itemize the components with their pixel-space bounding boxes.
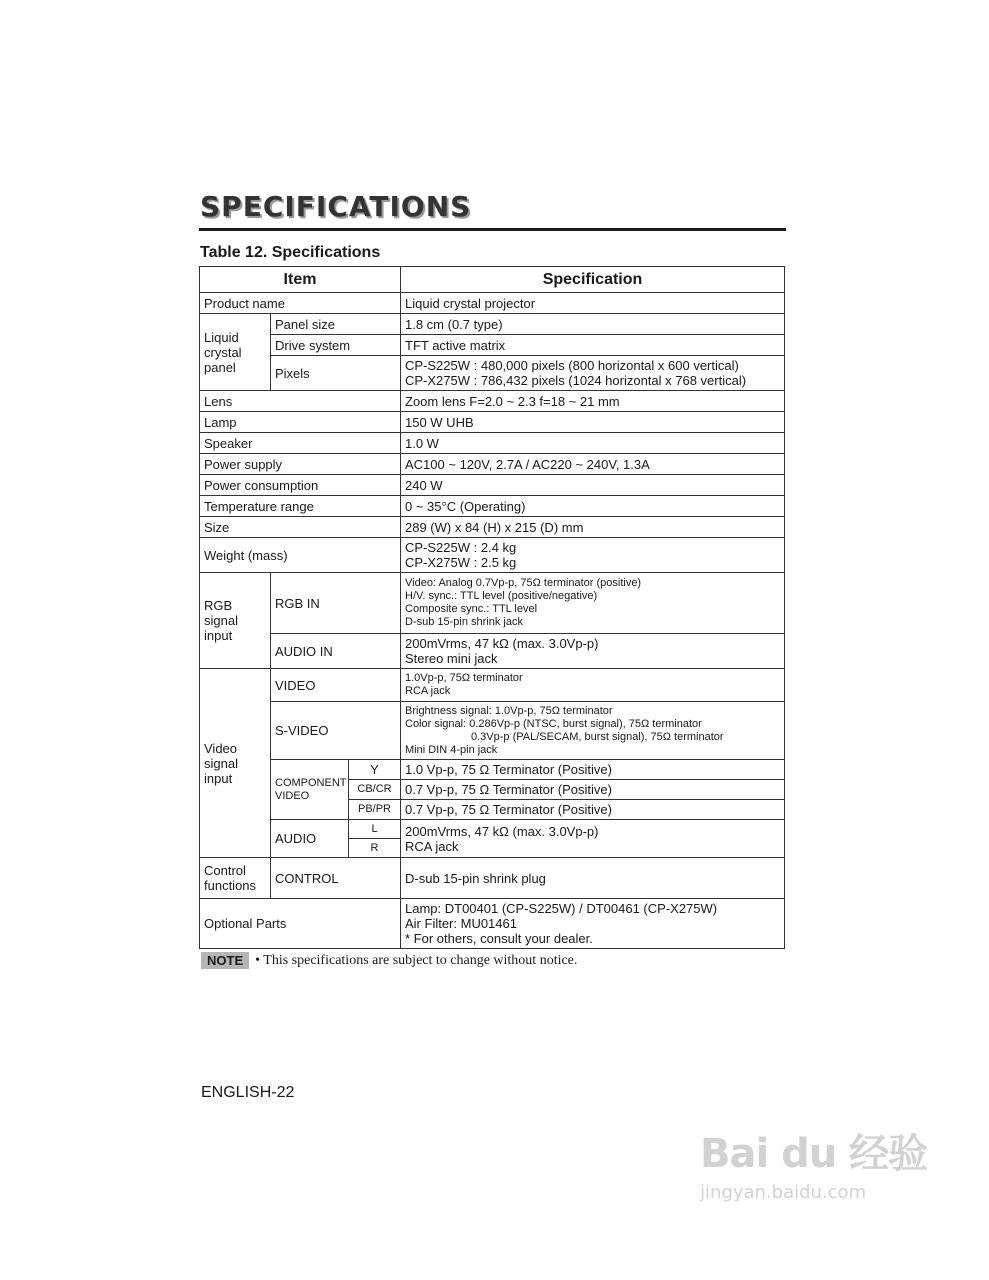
row-value: 0.7 Vp-p, 75 Ω Terminator (Positive) bbox=[401, 800, 785, 820]
row-label: Size bbox=[200, 517, 401, 538]
row-value: 289 (W) x 84 (H) x 215 (D) mm bbox=[401, 517, 785, 538]
row-value: 1.0 Vp-p, 75 Ω Terminator (Positive) bbox=[401, 760, 785, 780]
note-badge: NOTE bbox=[201, 952, 249, 969]
table-row bbox=[200, 899, 785, 949]
row-label: Lens bbox=[200, 391, 401, 412]
note-text: • This specifications are subject to change without notice. bbox=[255, 952, 578, 968]
value-line: Video: Analog 0.7Vp-p, 75Ω terminator (positive) bbox=[405, 577, 642, 589]
page-footer: ENGLISH-22 bbox=[201, 1084, 295, 1101]
row-value: 1.8 cm (0.7 type) bbox=[401, 314, 785, 335]
row-value: 0 ~ 35°C (Operating) bbox=[401, 496, 785, 517]
value-line: H/V. sync.: TTL level (positive/negative) bbox=[405, 590, 598, 602]
row-label: Power supply bbox=[200, 454, 401, 475]
table-row bbox=[200, 858, 785, 899]
table-row bbox=[200, 573, 785, 634]
row-label: Weight (mass) bbox=[200, 538, 401, 573]
table-row bbox=[200, 820, 785, 839]
value-line: Stereo mini jack bbox=[405, 651, 498, 666]
row-label: CONTROL bbox=[271, 858, 401, 899]
value-line: Color signal: 0.286Vp-p (NTSC, burst signal), 75Ω terminator bbox=[405, 717, 702, 730]
table-row bbox=[200, 314, 785, 335]
table-row bbox=[200, 669, 785, 702]
row-label: Pixels bbox=[271, 356, 401, 391]
group-label: RGB signal input bbox=[200, 573, 271, 669]
group-label: Control functions bbox=[200, 858, 271, 899]
sub-label: Y bbox=[349, 760, 401, 780]
row-label: S-VIDEO bbox=[271, 702, 401, 760]
table-row bbox=[200, 433, 785, 454]
row-label: Product name bbox=[200, 293, 401, 314]
row-value bbox=[401, 669, 785, 702]
table-row bbox=[200, 356, 785, 391]
row-label: Drive system bbox=[271, 335, 401, 356]
table-row bbox=[200, 702, 785, 760]
row-value: Liquid crystal projector bbox=[401, 293, 785, 314]
watermark bbox=[700, 1130, 927, 1203]
table-row bbox=[200, 634, 785, 669]
row-value: 240 W bbox=[401, 475, 785, 496]
table-row bbox=[200, 517, 785, 538]
value-line: 0.3Vp-p (PAL/SECAM, burst signal), 75Ω terminator bbox=[471, 730, 724, 743]
row-value bbox=[401, 702, 785, 760]
value-line: CP-X275W : 786,432 pixels (1024 horizontal x 768 vertical) bbox=[405, 373, 747, 388]
note bbox=[201, 952, 577, 969]
row-label: Panel size bbox=[271, 314, 401, 335]
table-header-row bbox=[200, 267, 785, 293]
value-line: Air Filter: MU01461 bbox=[405, 916, 517, 931]
row-value: D-sub 15-pin shrink plug bbox=[401, 858, 785, 899]
row-label: COMPONENT VIDEO bbox=[271, 760, 349, 820]
row-label: Optional Parts bbox=[200, 899, 401, 949]
row-value bbox=[401, 573, 785, 634]
row-label: VIDEO bbox=[271, 669, 401, 702]
value-line: D-sub 15-pin shrink jack bbox=[405, 616, 523, 628]
row-value bbox=[401, 820, 785, 858]
row-value bbox=[401, 538, 785, 573]
table-row bbox=[200, 496, 785, 517]
value-line: 200mVrms, 47 kΩ (max. 3.0Vp-p) bbox=[405, 636, 599, 651]
watermark-logo: Bai du 经验 bbox=[700, 1131, 928, 1177]
table-row bbox=[200, 760, 785, 780]
value-line: 200mVrms, 47 kΩ (max. 3.0Vp-p) bbox=[405, 823, 599, 839]
table-row bbox=[200, 293, 785, 314]
row-value: 0.7 Vp-p, 75 Ω Terminator (Positive) bbox=[401, 780, 785, 800]
value-line: CP-S225W : 480,000 pixels (800 horizontal x 600 vertical) bbox=[405, 358, 739, 373]
header-specification: Specification bbox=[401, 267, 785, 293]
value-line: CP-S225W : 2.4 kg bbox=[405, 540, 517, 555]
row-value bbox=[401, 899, 785, 949]
specifications-table bbox=[199, 266, 785, 949]
sub-label: CB/CR bbox=[349, 780, 401, 800]
sub-label: PB/PR bbox=[349, 800, 401, 820]
watermark-url: jingyan.baidu.com bbox=[700, 1182, 867, 1203]
value-line: RCA jack bbox=[405, 838, 459, 854]
row-value: 150 W UHB bbox=[401, 412, 785, 433]
sub-label: L bbox=[349, 820, 401, 839]
row-value: 1.0 W bbox=[401, 433, 785, 454]
table-row bbox=[200, 391, 785, 412]
group-label: Video signal input bbox=[200, 669, 271, 858]
value-line: Brightness signal: 1.0Vp-p, 75Ω terminator bbox=[405, 704, 613, 717]
group-label: Liquid crystal panel bbox=[200, 314, 271, 391]
row-label: RGB IN bbox=[271, 573, 401, 634]
table-caption: Table 12. Specifications bbox=[200, 244, 381, 261]
value-line: Mini DIN 4-pin jack bbox=[405, 743, 498, 756]
table-row bbox=[200, 538, 785, 573]
row-value: AC100 ~ 120V, 2.7A / AC220 ~ 240V, 1.3A bbox=[401, 454, 785, 475]
table-row bbox=[200, 335, 785, 356]
row-label: AUDIO IN bbox=[271, 634, 401, 669]
table-row bbox=[200, 475, 785, 496]
value-line: CP-X275W : 2.5 kg bbox=[405, 555, 517, 570]
row-label: AUDIO bbox=[271, 820, 349, 858]
row-label: Lamp bbox=[200, 412, 401, 433]
row-value bbox=[401, 634, 785, 669]
page-heading: SPECIFICATIONS bbox=[200, 190, 472, 223]
row-value bbox=[401, 356, 785, 391]
row-label: Speaker bbox=[200, 433, 401, 454]
table-row bbox=[200, 412, 785, 433]
row-label: Temperature range bbox=[200, 496, 401, 517]
header-item: Item bbox=[200, 267, 401, 293]
row-value: Zoom lens F=2.0 ~ 2.3 f=18 ~ 21 mm bbox=[401, 391, 785, 412]
table-row bbox=[200, 454, 785, 475]
value-line: Lamp: DT00401 (CP-S225W) / DT00461 (CP-X275W) bbox=[405, 901, 718, 916]
value-line: 1.0Vp-p, 75Ω terminator bbox=[405, 672, 523, 684]
row-label: Power consumption bbox=[200, 475, 401, 496]
value-line: * For others, consult your dealer. bbox=[405, 931, 593, 946]
heading-rule bbox=[199, 228, 786, 231]
value-line: RCA jack bbox=[405, 685, 451, 697]
sub-label: R bbox=[349, 839, 401, 858]
row-value: TFT active matrix bbox=[401, 335, 785, 356]
value-line: Composite sync.: TTL level bbox=[405, 603, 538, 615]
